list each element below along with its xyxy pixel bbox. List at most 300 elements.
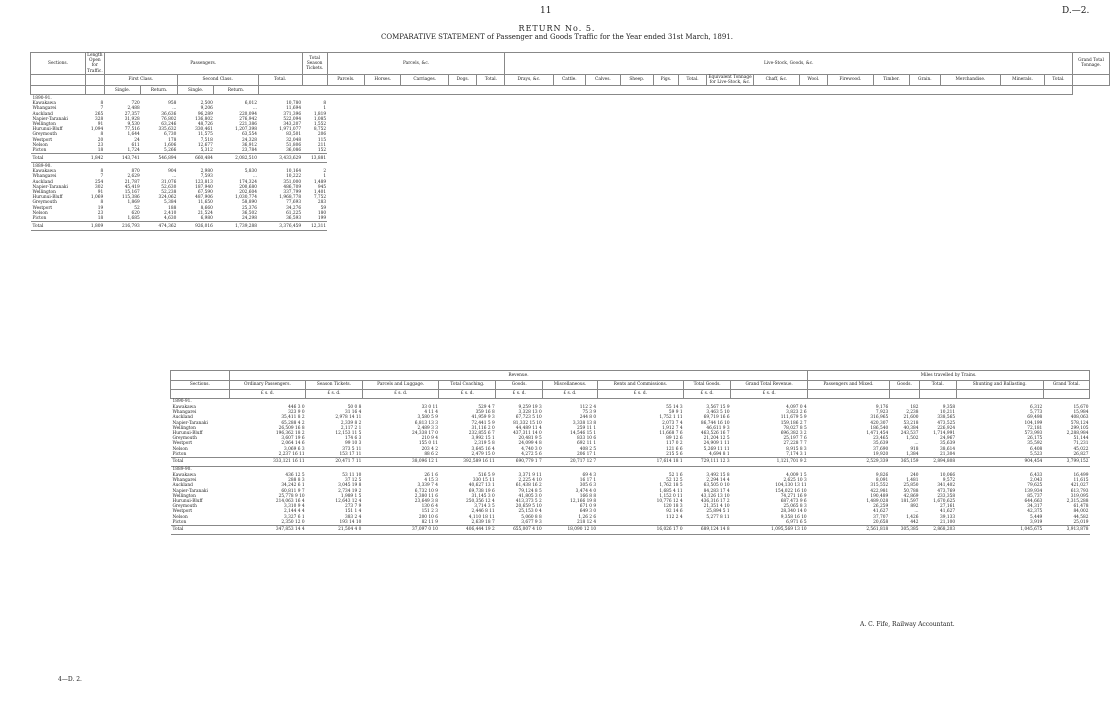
cell: 904 <box>168 169 177 175</box>
cell: 3,677 9 3 <box>521 519 542 525</box>
cell: 283 <box>317 200 327 206</box>
blank-header <box>956 390 1043 399</box>
cell: 59 9 1 <box>668 410 683 416</box>
cell: 174 6 3 <box>344 436 362 442</box>
cell: 6,730 <box>164 132 177 138</box>
col-merchandise: Merchandise. <box>940 74 1001 85</box>
revenue-col-header: Ordinary Passengers. <box>229 381 305 390</box>
cell: 121 6 6 <box>666 446 683 452</box>
cell: 8 <box>100 169 104 175</box>
revenue-col-header: Grand Total. <box>1043 381 1089 390</box>
cell: 8,752 <box>313 127 327 133</box>
cell: 24 <box>134 137 140 143</box>
cell: 7 <box>100 174 104 180</box>
cell: 117 0 2 <box>666 441 683 447</box>
cell: 1,912 7 4 <box>662 425 683 431</box>
row-label: Greymouth <box>172 436 197 442</box>
cell: 20,717 12 7 <box>543 458 597 467</box>
cell: 12,311 <box>302 222 327 231</box>
cell: 406,444 19 2 <box>439 526 496 535</box>
cell: 8 <box>100 132 104 138</box>
cell: 50,788 <box>903 488 919 494</box>
cell: 696,382 3 2 <box>780 431 807 437</box>
cell: 82 11 9 <box>421 519 438 525</box>
cell: 71,231 <box>1073 441 1089 447</box>
cell: 330,461 <box>195 127 213 133</box>
revenue-table <box>170 370 1090 535</box>
cell: 16 17 1 <box>579 478 597 484</box>
cell: 84,002 <box>1073 509 1089 515</box>
row-label: Napier-Taranaki <box>32 116 68 122</box>
col-calves: Calves. <box>586 74 621 85</box>
cell: 23,649 3 8 <box>414 499 438 505</box>
lsd-unit-label: £ s. d. <box>543 390 597 399</box>
cell: 63,246 <box>161 122 177 128</box>
cell: 904,454 <box>956 458 1043 467</box>
cell: 392,589 16 11 <box>439 458 496 467</box>
cell: 37,097 0 10 <box>362 526 439 535</box>
cell: 1 <box>323 174 327 180</box>
cell: 26,175 <box>1027 436 1043 442</box>
row-label: Napier-Taranaki <box>172 488 208 494</box>
cell: 338,565 <box>937 415 956 421</box>
cell: 9,206 <box>200 106 213 112</box>
cell: 2,339 8 2 <box>340 420 362 426</box>
cell: 72,181 <box>1027 425 1043 431</box>
row-label: Hurunui-Bluff <box>172 499 203 505</box>
total-row <box>171 458 1090 467</box>
col-equivalent-tonnage: Equivalent Tonnage for Live-Stock, &c. <box>708 74 752 86</box>
cell: 67,590 <box>197 190 213 196</box>
cell: 1,121,701 9 2 <box>731 458 808 467</box>
cell: 202,604 <box>239 190 257 196</box>
cell: 61,478 <box>1073 504 1089 510</box>
cell: 3,492 15 8 <box>706 473 730 479</box>
cell: 1,670,625 <box>933 499 956 505</box>
cell: 1,869 <box>127 200 140 206</box>
cell: 51,806 <box>286 142 302 148</box>
cell: 316,965 <box>870 415 889 421</box>
cell: 690,779 1 7 <box>496 458 543 467</box>
row-label: Napier-Taranaki <box>32 184 68 190</box>
cell: 892 <box>910 504 919 510</box>
cell: 8 <box>100 101 104 107</box>
cell: 2,350 12 0 <box>281 519 305 525</box>
cell: 27,161 <box>940 504 956 510</box>
cell: 155 0 11 <box>418 441 438 447</box>
cell: 38,096 12 1 <box>362 458 439 467</box>
cell: 35,411 8 2 <box>281 415 305 421</box>
cell: 3,328 13 0 <box>518 410 542 416</box>
cell: 79,124 8 5 <box>518 488 542 494</box>
cell: ... <box>914 509 919 515</box>
cell: 2,064 14 6 <box>281 441 305 447</box>
cell: 2,629 <box>127 174 140 180</box>
row-label: Greymouth <box>32 200 57 206</box>
top-body-1889-90 <box>31 163 1110 231</box>
cell: 37 12 5 <box>344 478 362 484</box>
cell: 7,593 <box>200 174 213 180</box>
cell: 31 16 4 <box>344 410 362 416</box>
cell: 9,572 <box>942 478 956 484</box>
cell: 60,811 9 7 <box>281 488 305 494</box>
cell: 15,167 <box>124 190 140 196</box>
cell: 687,473 9 6 <box>780 499 807 505</box>
cell: 76,802 <box>161 116 177 122</box>
cell: 52 12 5 <box>666 478 683 484</box>
cell: 232,855 6 7 <box>468 431 495 437</box>
cell: 5,449 <box>1029 514 1043 520</box>
cell: 43,126 13 10 <box>700 493 730 499</box>
cell: 220,094 <box>239 111 257 117</box>
blank-header <box>889 390 919 399</box>
cell: 42,869 <box>903 493 919 499</box>
revenue-col-header: Miscellaneous. <box>543 381 597 390</box>
lsd-unit-label: £ s. d. <box>684 390 731 399</box>
cell: 1,401 <box>313 190 327 196</box>
lsd-unit-label: £ s. d. <box>362 390 439 399</box>
revenue-col-header: Goods. <box>496 381 543 390</box>
lsd-unit-label: £ s. d. <box>306 390 363 399</box>
cell: 35,639 <box>873 441 889 447</box>
cell: 2,529,339 <box>808 458 890 467</box>
row-label: Whangarei <box>32 174 57 180</box>
cell: 24,099 4 8 <box>518 441 542 447</box>
cell: 5,060 8 8 <box>521 514 542 520</box>
col-first-class: First Class. <box>104 74 177 85</box>
cell: 210 9 4 <box>421 436 438 442</box>
cell: 12,153 11 5 <box>335 431 362 437</box>
cell: 31,116 2 0 <box>471 425 495 431</box>
cell: 2,294 14 4 <box>706 478 730 484</box>
row-label: Nelson <box>172 514 188 520</box>
cell: 408 2 5 <box>579 446 597 452</box>
cell: 115,386 <box>121 195 140 201</box>
cell: 305 6 3 <box>579 483 597 489</box>
cell: 305,385 <box>889 526 919 535</box>
cell: 3,463 5 10 <box>706 410 730 416</box>
cell: 2,734 19 2 <box>338 488 362 494</box>
row-label: Whangarei <box>172 478 197 484</box>
cell: 720 <box>131 101 140 107</box>
cell: 2,446 8 11 <box>471 509 495 515</box>
cell: 5,266 <box>164 148 177 154</box>
row-label: Hurunui-Bluff <box>172 431 203 437</box>
cell: 1,739,288 <box>214 222 258 231</box>
cell: 65,288 4 2 <box>281 420 305 426</box>
cell: 6,980 <box>200 216 213 222</box>
cell: ... <box>252 174 257 180</box>
cell: 91 <box>97 122 104 128</box>
cell: 341,402 <box>937 483 956 489</box>
cell: 9,176 <box>875 405 889 410</box>
cell: 2 <box>323 169 327 175</box>
top-body-1890-91 <box>31 95 1110 163</box>
cell: 233,358 <box>937 493 956 499</box>
page-number: 11 <box>540 6 552 16</box>
cell: 10,780 <box>286 101 302 107</box>
cell: 37,707 <box>873 514 889 520</box>
row-label: Nelson <box>32 210 48 216</box>
cell: 3,338 13 8 <box>572 420 597 426</box>
cell: 111,679 5 9 <box>780 415 807 421</box>
col-cattle: Cattle. <box>553 74 586 85</box>
cell: 48,726 <box>197 122 213 128</box>
cell: 33 0 11 <box>421 405 438 410</box>
cell: 32,048 <box>286 137 302 143</box>
row-label: Westport <box>172 509 193 515</box>
cell: 2,868,203 <box>920 526 957 535</box>
cell: 240 <box>910 473 919 479</box>
cell: 41,627 <box>940 509 956 515</box>
row-label: Kawakawa <box>172 405 196 410</box>
cell: 7,923 <box>875 410 889 416</box>
cell: 180 <box>317 210 327 216</box>
lsd-unit-label: £ s. d. <box>496 390 543 399</box>
cell: 12,643 12 4 <box>335 499 362 505</box>
cell: 36,086 <box>286 148 302 154</box>
cell: 25,778 9 10 <box>278 493 305 499</box>
row-label: Wellington <box>32 122 56 128</box>
col-firewood: Firewood. <box>827 74 873 85</box>
cell: 42,375 <box>1027 509 1043 515</box>
cell: 3,474 4 0 <box>575 488 597 494</box>
cell: 52 1 6 <box>668 473 683 479</box>
cell: 91 <box>97 190 104 196</box>
group-revenue: Revenue. <box>229 371 807 381</box>
cell: 24,909 1 11 <box>703 441 730 447</box>
year-label: 1890-91. <box>172 399 192 405</box>
col-horses: Horses. <box>364 74 400 85</box>
cell: 9,259 19 3 <box>518 405 542 410</box>
cell: 8,091 <box>875 478 889 484</box>
cell: 67,723 5 10 <box>515 415 542 421</box>
cell: 2,238 <box>906 410 919 416</box>
cell: 421,027 <box>1070 483 1089 489</box>
revenue-col-header: Grand Total Revenue. <box>731 381 808 390</box>
cell: 243,537 <box>900 431 919 437</box>
cell: 833 10 6 <box>577 436 597 442</box>
cell: 1,762 18 5 <box>659 483 683 489</box>
cell: 578,124 <box>1070 420 1089 426</box>
cell: 330 15 11 <box>472 478 495 484</box>
blank-header <box>808 390 890 399</box>
cell: 123,813 <box>195 179 213 185</box>
cell: 10,066 <box>940 473 956 479</box>
col-dogs: Dogs. <box>449 74 477 85</box>
total-row <box>171 526 1090 535</box>
cell: 24,967 <box>940 436 956 442</box>
cell: 2,639 18 7 <box>471 519 495 525</box>
cell: 1,552 <box>313 122 327 128</box>
row-label: Napier-Taranaki <box>172 420 208 426</box>
cell: 45,022 <box>1073 446 1089 452</box>
cell: 136,802 <box>195 116 213 122</box>
cell: 276,942 <box>239 116 257 122</box>
cell: 61,225 <box>286 210 302 216</box>
cell: 671 0 9 <box>579 504 597 510</box>
cell: 1,502 <box>906 436 919 442</box>
cell: 52 <box>134 205 140 211</box>
cell: 299,105 <box>1070 425 1089 431</box>
row-label: Kawakawa <box>172 473 196 479</box>
cell: 215 5 6 <box>666 451 683 457</box>
cell: 529 4 7 <box>478 405 495 410</box>
cell: 729,111 12 3 <box>684 458 731 467</box>
cell: 216,793 <box>104 222 141 231</box>
cell: 181,597 <box>900 499 919 505</box>
cell: 244 8 0 <box>579 415 597 421</box>
col-grand-total-tonnage: Grand Total Tonnage. <box>1073 53 1110 75</box>
row-label: Auckland <box>32 111 53 117</box>
total-row <box>31 222 1110 231</box>
col-pass-total: Total. <box>258 74 302 85</box>
cell: 660,484 <box>177 154 214 163</box>
cell: 104,130 13 11 <box>775 483 807 489</box>
cell: 1,094 <box>90 127 104 133</box>
row-label: Picton <box>32 148 47 154</box>
cell: 546,894 <box>141 154 178 163</box>
cell: 2,082,510 <box>214 154 258 163</box>
row-label: Total <box>171 458 230 467</box>
cell: 38,614 <box>940 446 956 452</box>
cell: 36,912 <box>241 142 257 148</box>
cell: 81,332 15 10 <box>513 420 542 426</box>
cell: 19 <box>97 205 104 211</box>
cell: ... <box>172 106 177 112</box>
cell: 15,670 <box>1073 405 1089 410</box>
row-label: Kawakawa <box>32 169 56 175</box>
blank-header <box>920 390 957 399</box>
cell: 11,615 <box>1073 478 1089 484</box>
cell: 31,076 <box>161 179 177 185</box>
cell: 112 2 4 <box>666 514 683 520</box>
cell: 84,283 17 4 <box>703 488 730 494</box>
cell: 44,582 <box>1073 514 1089 520</box>
cell: 96,289 <box>197 111 213 117</box>
cell: 41,627 <box>873 509 889 515</box>
cell: 1,489 <box>313 179 327 185</box>
cell: 23 <box>97 210 104 216</box>
cell: 61,438 16 2 <box>515 483 542 489</box>
cell: 1,481 <box>906 478 919 484</box>
cell: 11,668 7 6 <box>659 431 683 437</box>
cell: 83,501 <box>286 132 302 138</box>
col-first-return: Return. <box>141 86 178 95</box>
cell: 259 11 1 <box>577 425 597 431</box>
cell: 16,026 17 0 <box>597 526 683 535</box>
group-parcels: Parcels, &c. <box>327 53 505 75</box>
cell: 206 <box>317 132 327 138</box>
revenue-col-header: Sections. <box>171 381 230 390</box>
cell: 10,776 12 4 <box>656 499 683 505</box>
cell: 51,144 <box>1073 436 1089 442</box>
cell: 23,465 <box>873 436 889 442</box>
cell: 75 3 9 <box>582 410 597 416</box>
cell: 10,211 <box>940 410 956 416</box>
cell: 613,793 <box>1070 488 1089 494</box>
cell: 2,625 10 3 <box>783 478 807 484</box>
row-label: Greymouth <box>172 504 197 510</box>
cell: 152 <box>317 148 327 154</box>
cell: 92 14 6 <box>666 509 683 515</box>
cell: 9,358 16 10 <box>780 514 807 520</box>
cell: 2,288,984 <box>1066 431 1089 437</box>
cell: 5,277 8 11 <box>706 514 730 520</box>
col-sections: Sections. <box>31 53 86 75</box>
cell: 7,752 <box>313 195 327 201</box>
cell: 34,276 <box>286 205 302 211</box>
cell: 187,940 <box>195 184 213 190</box>
row-label: Auckland <box>172 483 193 489</box>
cell: 383 2 4 <box>344 514 362 520</box>
col-minerals: Minerals. <box>1001 74 1045 85</box>
cell: 34,242 6 1 <box>281 483 305 489</box>
cell: 2,117 2 1 <box>340 425 362 431</box>
cell: 31,928 <box>124 116 140 122</box>
cell: 221,386 <box>239 122 257 128</box>
col-sheep: Sheep. <box>620 74 653 85</box>
cell: 200 10 6 <box>418 514 438 520</box>
cell: 190,489 <box>870 493 889 499</box>
cell: 99 10 3 <box>344 441 362 447</box>
cell: ... <box>252 106 257 112</box>
cell: 6,312 <box>1029 405 1043 410</box>
blank-header <box>171 390 230 399</box>
cell: 649 3 0 <box>579 509 597 515</box>
col-grain: Grain. <box>910 74 941 85</box>
cell: 226,924 <box>937 425 956 431</box>
cell: 371,396 <box>283 111 302 117</box>
cell: 250,356 12 4 <box>466 499 495 505</box>
cell: 211 <box>317 142 327 148</box>
row-label: Total <box>31 154 86 163</box>
cell: 1,714,991 <box>933 431 956 437</box>
cell: 26,827 <box>1073 451 1089 457</box>
cell: 2,500 <box>200 101 213 107</box>
cell: 1,685 <box>127 216 140 222</box>
cell: 31,145 3 0 <box>471 493 495 499</box>
cell: 5,523 <box>1029 451 1043 457</box>
cell: 19,920 <box>873 451 889 457</box>
document-code: D.—2. <box>1062 6 1090 16</box>
cell: 2,479 15 0 <box>471 451 495 457</box>
cell: 474,362 <box>141 222 178 231</box>
cell: 343,207 <box>283 122 302 128</box>
cell: 18,090 12 10 <box>543 526 597 535</box>
cell: 1,207,398 <box>235 127 257 133</box>
col-chaff: Chaff, &c. <box>754 74 800 85</box>
cell: 21,100 <box>940 519 956 525</box>
cell: 4,272 5 6 <box>521 451 542 457</box>
cell: 473,769 <box>937 488 956 494</box>
year-label: 1889-90. <box>32 163 52 169</box>
cell: 2,073 7 4 <box>662 420 683 426</box>
cell: 3,371 9 11 <box>518 473 542 479</box>
col-parcels: Parcels. <box>327 74 364 85</box>
row-label: Auckland <box>172 415 193 421</box>
cell: 437,311 14 0 <box>513 431 542 437</box>
cell: 12,166 19 8 <box>570 499 597 505</box>
cell: 323 9 0 <box>288 410 305 416</box>
cell: 120 18 3 <box>663 504 683 510</box>
cell: 302 <box>94 184 104 190</box>
row-label: Kawakawa <box>32 101 56 107</box>
revenue-col-header: Goods. <box>889 381 919 390</box>
revenue-col-header: Rents and Commissions. <box>597 381 683 390</box>
cell: 288 8 3 <box>288 478 305 484</box>
footer-code: 4—D. 2. <box>58 676 82 683</box>
